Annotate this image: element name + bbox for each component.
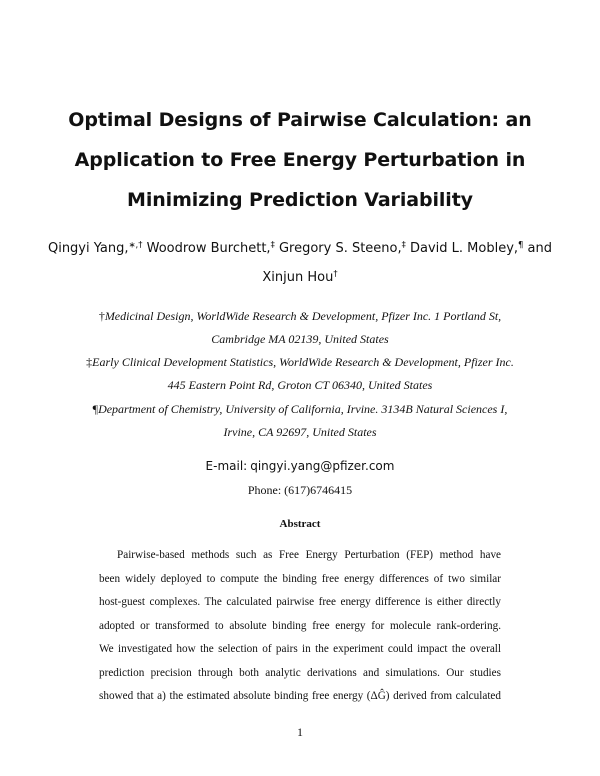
abstract-line: prediction precision through both analytic derivations and simulations. Our studies: [99, 666, 501, 679]
author-name: Woodrow Burchett,: [146, 241, 271, 256]
affiliation-3-line-1: [0, 402, 600, 417]
phone-label: Phone:: [247, 483, 282, 497]
affiliation-1-line-1: [0, 309, 600, 324]
abstract-line: We investigated how the selection of pairs in the experiment could impact the overall: [99, 643, 501, 655]
affiliation-2-line-2: 445 Eastern Point Rd, Groton CT 06340, United States: [167, 378, 433, 392]
author-affiliation-mark: ‡: [270, 239, 275, 250]
affiliation-mark: ¶: [92, 402, 99, 416]
paper-title-line-1: Optimal Designs of Pairwise Calculation: an: [68, 109, 532, 131]
author-list-line-1: [0, 241, 600, 256]
abstract-heading: Abstract: [279, 518, 321, 530]
author-name: Gregory S. Steeno,: [278, 241, 402, 256]
affiliation-3-line-2: Irvine, CA 92697, United States: [223, 425, 377, 439]
author-conjunction: and: [527, 241, 553, 256]
affiliation-text: Early Clinical Development Statistics, WorldWide Research & Development, Pfizer Inc.: [92, 355, 514, 369]
abstract-line: host-guest complexes. The calculated pairwise free energy difference is either directly: [99, 596, 501, 608]
author-affiliation-mark: ∗,†: [128, 239, 143, 250]
abstract-line: been widely deployed to compute the binding free energy differences of two similar: [99, 572, 501, 585]
affiliation-text: Department of Chemistry, University of California, Irvine. 3134B Natural Sciences I,: [98, 402, 508, 416]
phone-number: (617)6746415: [284, 483, 353, 497]
author-affiliation-mark: ¶: [518, 239, 524, 250]
abstract-line: Pairwise-based methods such as Free Energy Perturbation (FEP) method have: [117, 549, 501, 561]
author-name: David L. Mobley,: [410, 241, 519, 256]
abstract-line: adopted or transformed to absolute binding free energy for molecule rank-ordering.: [99, 619, 501, 632]
email-label: E-mail:: [205, 459, 248, 473]
affiliation-mark: †: [98, 309, 105, 323]
author-affiliation-mark: †: [333, 268, 338, 279]
author-list-line-2: [0, 270, 600, 285]
paper-title-line-3: Minimizing Prediction Variability: [127, 189, 473, 211]
author-affiliation-mark: ‡: [401, 239, 406, 250]
affiliation-mark: ‡: [86, 355, 93, 369]
paper-title-line-2: Application to Free Energy Perturbation in: [74, 149, 526, 171]
author-name: Xinjun Hou: [262, 270, 334, 285]
affiliation-2-line-1: [0, 355, 600, 370]
abstract-line: showed that a) the estimated absolute binding free energy (ΔĜ) derived from calculated: [99, 690, 501, 702]
email-line: [0, 459, 600, 474]
email-address[interactable]: qingyi.yang@pfizer.com: [250, 459, 395, 473]
phone-line: [0, 483, 600, 498]
page-number: 1: [297, 725, 303, 739]
author-name: Qingyi Yang,: [47, 241, 129, 256]
affiliation-text: Medicinal Design, WorldWide Research & Development, Pfizer Inc. 1 Portland St,: [104, 309, 502, 323]
affiliation-1-line-2: Cambridge MA 02139, United States: [211, 332, 389, 346]
